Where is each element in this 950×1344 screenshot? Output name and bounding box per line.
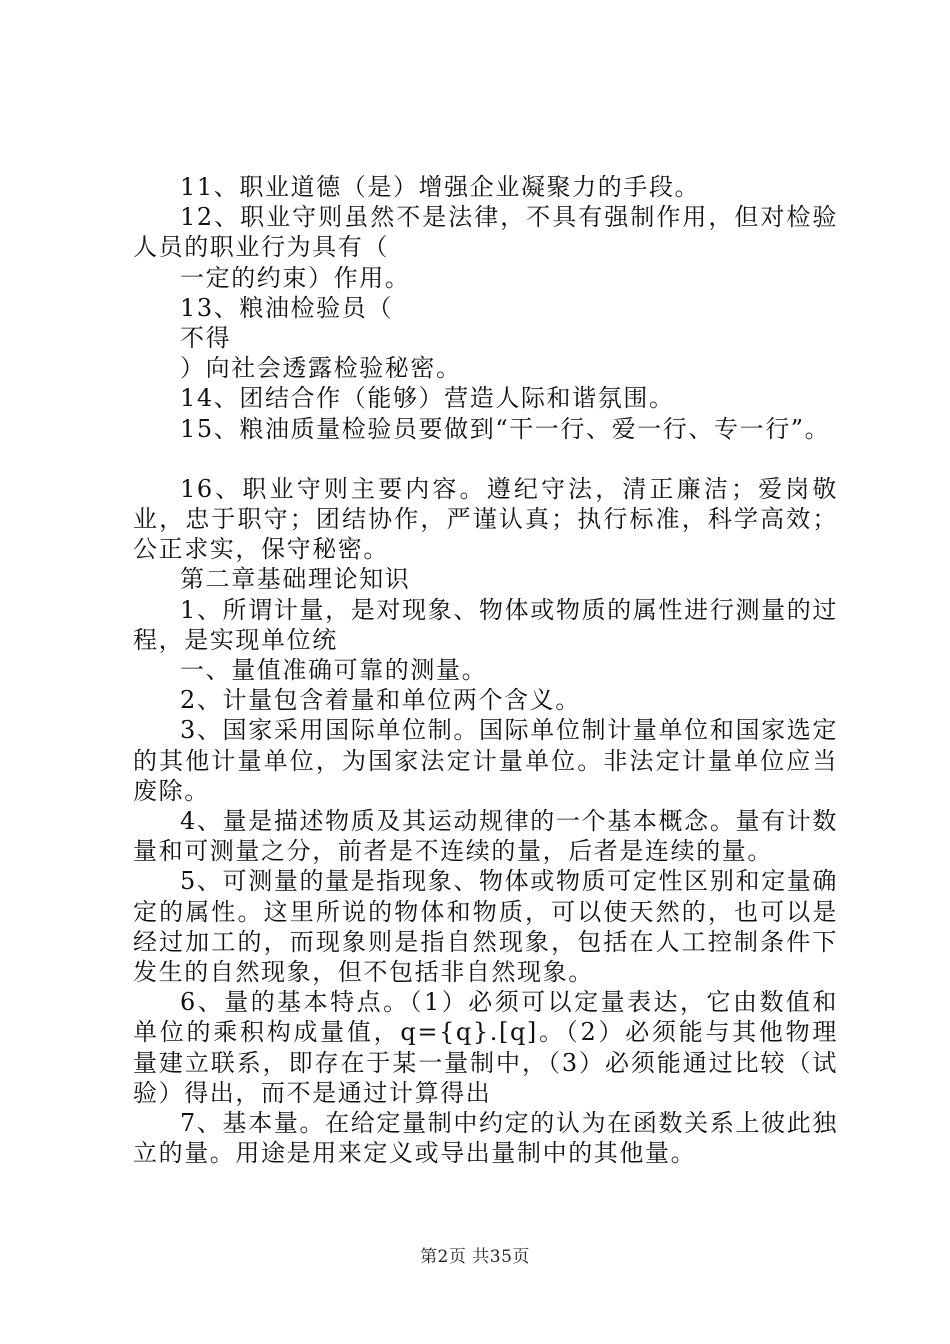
- paragraph-gap: [133, 444, 838, 474]
- paragraph-12-continued: 一定的约束）作用。: [180, 263, 411, 292]
- chapter-heading: 第二章基础理论知识: [180, 565, 411, 594]
- paragraph-13-continued: ）向社会透露检验秘密。: [180, 354, 462, 383]
- paragraph-12: 12、职业守则虽然不是法律，不具有强制作用，但对检验人员的职业行为具有（: [133, 203, 838, 262]
- paragraph-ch2-5: 5、可测量的量是指现象、物体或物质可定性区别和定量确定的属性。这里所说的物体和物质，可以使天然的，也可以是经过加工的，而现象则是指自然现象，包括在人工控制条件下发生的自然现象，但不包括非自然现象。: [133, 867, 838, 987]
- paragraph-ch2-2: 2、计量包含着量和单位两个含义。: [180, 686, 581, 715]
- page-footer: 第2页 共35页: [420, 1247, 530, 1267]
- paragraph-13-answer: 不得: [180, 324, 232, 353]
- paragraph-15: 15、粮油质量检验员要做到“干一行、爱一行、专一行”。: [180, 414, 831, 443]
- paragraph-ch2-4: 4、量是描述物质及其运动规律的一个基本概念。量有计数量和可测量之分，前者是不连续的量，后者是连续的量。: [133, 807, 838, 866]
- paragraph-ch2-1-continued: 一、量值准确可靠的测量。: [180, 656, 488, 685]
- paragraph-16: 16、职业守则主要内容。遵纪守法，清正廉洁；爱岗敬业，忠于职守；团结协作，严谨认真；执行标准，科学高效；公正求实，保守秘密。: [133, 474, 838, 564]
- paragraph-ch2-3: 3、国家采用国际单位制。国际单位制计量单位和国家选定的其他计量单位，为国家法定计量单位。非法定计量单位应当废除。: [133, 716, 838, 805]
- paragraph-ch2-7: 7、基本量。在给定量制中约定的认为在函数关系上彼此独立的量。用途是用来定义或导出量制中的其他量。: [133, 1109, 838, 1168]
- paragraph-ch2-6: 6、量的基本特点。（1）必须可以定量表达，它由数值和单位的乘积构成量值，q={q}.[q]。（2）必须能与其他物理量建立联系，即存在于某一量制中，（3）必须能通过比较（试验）得出，而不是通过计算得出: [133, 988, 838, 1107]
- paragraph-13: 13、粮油检验员（: [180, 293, 393, 322]
- document-body: [133, 172, 838, 1169]
- paragraph-11: 11、职业道德（是）增强企业凝聚力的手段。: [180, 173, 701, 201]
- paragraph-14: 14、团结合作（能够）营造人际和谐氛围。: [180, 384, 675, 413]
- paragraph-ch2-1: 1、所谓计量，是对现象、物体或物质的属性进行测量的过程，是实现单位统: [133, 595, 838, 654]
